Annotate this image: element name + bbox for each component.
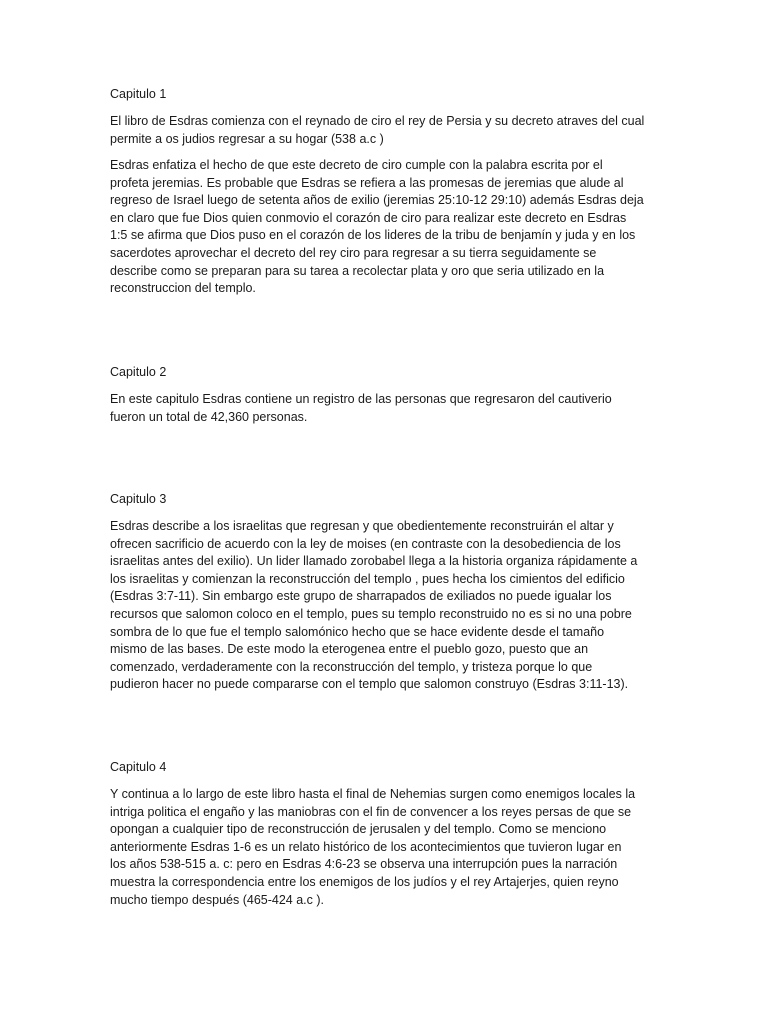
text-line: Esdras enfatiza el hecho de que este decreto de ciro cumple con la palabra escrita por el	[110, 158, 603, 172]
text-line: anteriormente Esdras 1-6 es un relato histórico de los acontecimientos que tuvieron lugar en	[110, 839, 622, 854]
text-line: mucho tiempo después (465-424 a.c ).	[110, 892, 325, 907]
text-line: en claro que fue Dios quien conmovio el corazón de ciro para realizar este decreto en Esdras	[110, 210, 627, 225]
section-heading-capitulo-2: Capitulo 2	[110, 365, 167, 379]
paragraph-capitulo-1-intro	[110, 113, 662, 148]
text-line: En este capitulo Esdras contiene un registro de las personas que regresaron del cautiverio	[110, 392, 612, 406]
text-line: opongan a cualquier tipo de reconstrucción de jerusalen y del templo. Como se menciono	[110, 822, 607, 837]
text-line: El libro de Esdras comienza con el reynado de ciro el rey de Persia y su decreto atraves del cual	[110, 114, 645, 128]
text-line: Y continua a lo largo de este libro hasta el final de Nehemias surgen como enemigos locales la	[110, 787, 636, 801]
text-line: israelitas antes del exilio). Un lider llamado zorobabel llega a la historia organiza rápidamente a	[110, 554, 638, 569]
text-line: comenzado, verdaderamente con la reconstrucción del templo, y tristeza porque lo que	[110, 659, 593, 674]
text-line: (Esdras 3:7-11). Sin embargo este grupo de sharrapados de exiliados no puede igualar los	[110, 589, 612, 604]
text-line: fueron un total de 42,360 personas.	[110, 409, 308, 424]
text-line: Esdras describe a los israelitas que regresan y que obedientemente reconstruirán el altar y	[110, 519, 614, 533]
section-heading-capitulo-4: Capitulo 4	[110, 760, 167, 774]
paragraph-capitulo-3-body	[110, 518, 662, 694]
paragraph-capitulo-4-body	[110, 786, 662, 909]
paragraph-capitulo-2-body	[110, 391, 662, 426]
text-line: reconstruccion del templo.	[110, 281, 256, 296]
text-line: mismo de las bases. De este modo la eterogenea entre el pueblo gozo, puesto que an	[110, 642, 589, 657]
text-line: ofrecen sacrificio de acuerdo con la ley de moises (en contraste con la desobediencia de los	[110, 536, 621, 551]
text-line: regreso de Israel luego de setenta años de exilio (jeremias 25:10-12 29:10) además Esdras deja	[110, 193, 644, 208]
text-line: pudieron hacer no puede compararse con el templo que salomon construyo (Esdras 3:11-13).	[110, 677, 629, 692]
text-line: sacerdotes aprovechar el decreto del rey ciro para regresar a su tierra seguidamente se	[110, 245, 597, 260]
section-heading-capitulo-1: Capitulo 1	[110, 87, 167, 101]
text-line: sombra de lo que fue el templo salomónico hecho que se hace evidente desde el tamaño	[110, 624, 605, 639]
text-line: 1:5 se afirma que Dios puso en el corazón de los lideres de la tribu de benjamín y juda y en los	[110, 228, 636, 243]
text-line: los israelitas y comienzan la reconstrucción del templo , pues hecha los cimientos del edificio	[110, 571, 625, 586]
text-line: intriga politica el engaño y las maniobras con el fin de convencer a los reyes persas de que se	[110, 804, 632, 819]
text-line: describe como se preparan para su tarea a recolectar plata y oro que seria utilizado en la	[110, 263, 605, 278]
section-heading-capitulo-3: Capitulo 3	[110, 492, 167, 506]
text-line: los años 538-515 a. c: pero en Esdras 4:6-23 se observa una interrupción pues la narración	[110, 857, 618, 872]
text-line: muestra la correspondencia entre los enemigos de los judíos y el rey Artajerjes, quien reyno	[110, 874, 619, 889]
text-line: profeta jeremias. Es probable que Esdras se refiera a las promesas de jeremias que alude al	[110, 175, 624, 190]
text-line: recursos que salomon coloco en el templo, pues su templo reconstruido no es si no una pobre	[110, 606, 632, 621]
text-line: permite a os judios regresar a su hogar (538 a.c )	[110, 131, 384, 146]
paragraph-capitulo-1-body	[110, 157, 662, 298]
